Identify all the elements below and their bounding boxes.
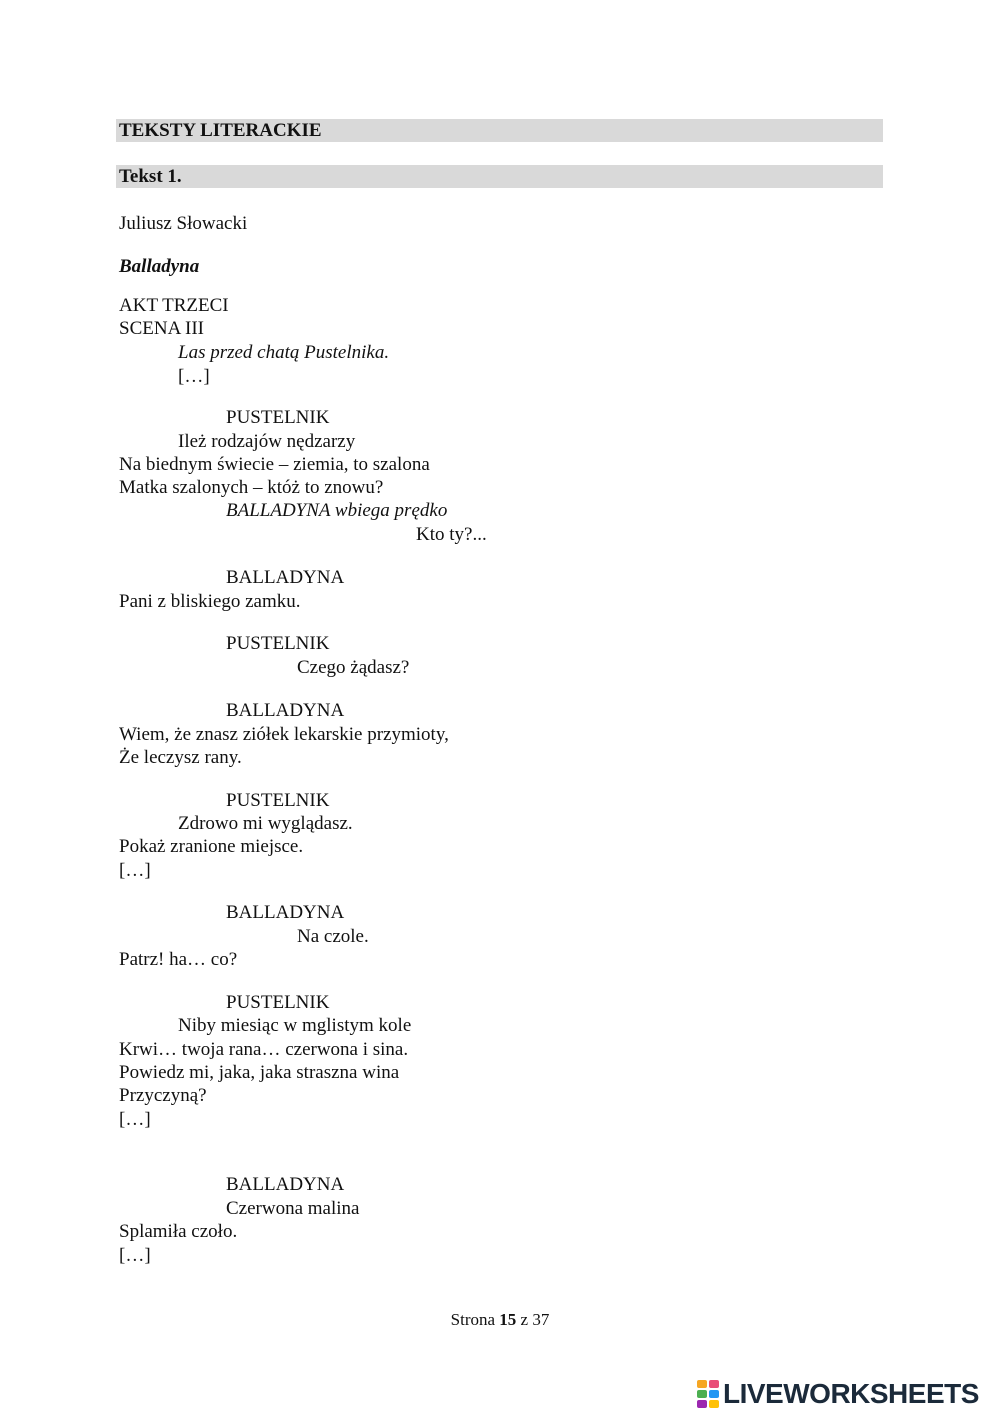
verse-line: Splamiła czoło. <box>119 1221 238 1242</box>
text-header-bar <box>116 165 883 188</box>
ellipsis-line: […] <box>178 366 210 387</box>
ellipsis-line: […] <box>119 860 151 881</box>
logo-tile <box>697 1390 707 1398</box>
footer-separator: z <box>520 1310 529 1329</box>
footer-page-number: 15 <box>499 1310 517 1329</box>
speaker-name: PUSTELNIK <box>226 790 330 811</box>
verse-line: Na czole. <box>297 926 369 947</box>
speaker-name: BALLADYNA <box>226 567 345 588</box>
footer-prefix: Strona <box>450 1310 496 1329</box>
verse-line: Ileż rodzajów nędzarzy <box>178 431 356 452</box>
act-label: AKT TRZECI <box>119 295 229 316</box>
speaker-name: PUSTELNIK <box>226 992 330 1013</box>
text-header: Tekst 1. <box>119 166 182 187</box>
logo-tile <box>709 1400 719 1408</box>
logo-tile <box>697 1380 707 1388</box>
verse-line: Krwi… twoja rana… czerwona i sina. <box>119 1039 409 1060</box>
verse-line: Pokaż zranione miejsce. <box>119 836 304 857</box>
page-footer <box>0 1309 1000 1331</box>
speaker-name: BALLADYNA <box>226 902 345 923</box>
ellipsis-line: […] <box>119 1109 151 1130</box>
logo-tile <box>709 1390 719 1398</box>
footer-total-pages: 37 <box>532 1310 550 1329</box>
verse-line: Na biednym świecie – ziemia, to szalona <box>119 454 430 475</box>
work-title: Balladyna <box>119 256 200 277</box>
logo-tile <box>709 1380 719 1388</box>
stage-setting: Las przed chatą Pustelnika. <box>178 342 390 363</box>
section-header-bar <box>116 119 883 142</box>
liveworksheets-brand <box>697 1378 979 1410</box>
speaker-name: BALLADYNA <box>226 700 345 721</box>
verse-line: Wiem, że znasz ziółek lekarskie przymioty, <box>119 724 449 745</box>
stage-direction: BALLADYNA wbiega prędko <box>226 500 448 521</box>
logo-tile <box>697 1400 707 1408</box>
ellipsis-line: […] <box>119 1245 151 1266</box>
speaker-name: BALLADYNA <box>226 1174 345 1195</box>
verse-line: Że leczysz rany. <box>119 747 242 768</box>
verse-line: Przyczyną? <box>119 1085 207 1106</box>
verse-line: Niby miesiąc w mglistym kole <box>178 1015 412 1036</box>
author: Juliusz Słowacki <box>119 213 248 234</box>
verse-line: Czerwona malina <box>226 1198 360 1219</box>
brand-name: LIVEWORKSHEETS <box>723 1378 979 1409</box>
scene-label: SCENA III <box>119 318 204 339</box>
verse-line: Matka szalonych – któż to znowu? <box>119 477 384 498</box>
speaker-name: PUSTELNIK <box>226 633 330 654</box>
section-header: TEKSTY LITERACKIE <box>119 120 322 141</box>
liveworksheets-logo-icon <box>697 1380 719 1408</box>
speaker-name: PUSTELNIK <box>226 407 330 428</box>
verse-line: Zdrowo mi wyglądasz. <box>178 813 353 834</box>
verse-line: Czego żądasz? <box>297 657 410 678</box>
verse-line: Pani z bliskiego zamku. <box>119 591 301 612</box>
verse-line: Patrz! ha… co? <box>119 949 238 970</box>
verse-line: Powiedz mi, jaka, jaka straszna wina <box>119 1062 400 1083</box>
verse-line: Kto ty?... <box>416 524 487 545</box>
